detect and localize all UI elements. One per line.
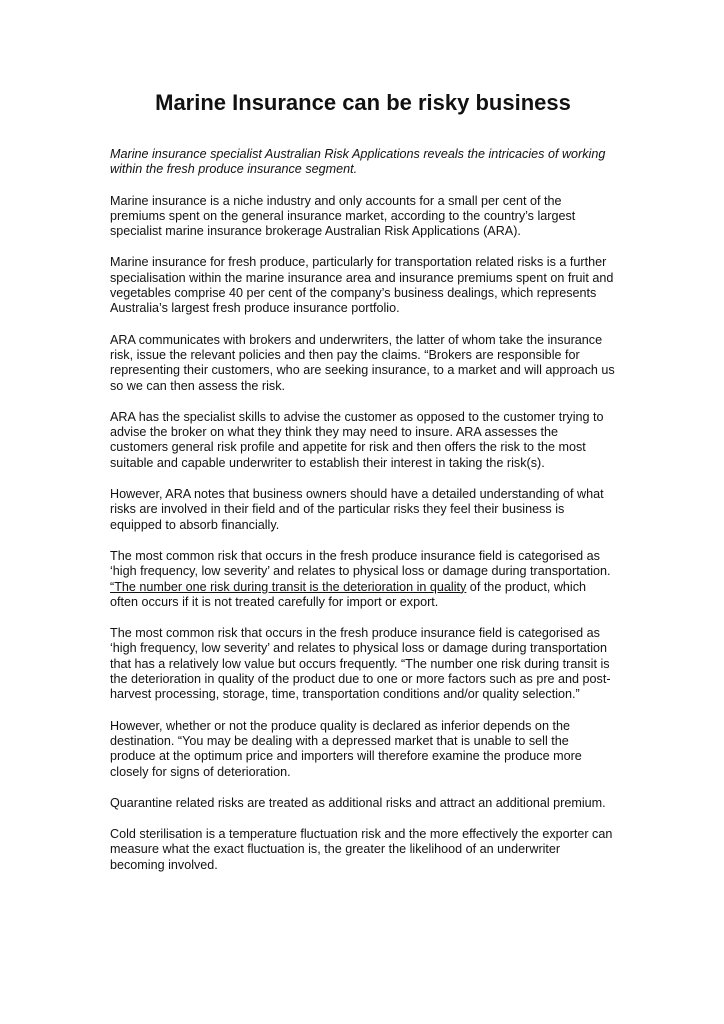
body-paragraph: ARA communicates with brokers and underwriters, the latter of whom take the insurance risk, issue the relevant policies and then pay the claims. “Brokers are responsible for representing their customers, who are seeking insurance, to a market and will approach us so we can then assess the risk.	[110, 332, 615, 393]
underlined-quote: “The number one risk during transit is the deterioration in quality	[110, 579, 467, 594]
lead-paragraph: Marine insurance specialist Australian Risk Applications reveals the intricacies of working within the fresh produce insurance segment.	[110, 147, 606, 177]
body-paragraph: Quarantine related risks are treated as additional risks and attract an additional premium.	[110, 795, 606, 810]
paragraph-text: The most common risk that occurs in the fresh produce insurance field is categorised as ‘high frequency, low severity’ and relates to physical loss or damage during transportation.	[110, 548, 611, 579]
body-paragraph: Marine insurance is a niche industry and only accounts for a small per cent of the premiums spent on the general insurance market, according to the country’s largest specialist marine insurance brokerage Australian Risk Applications (ARA).	[110, 193, 576, 239]
document-page	[110, 90, 616, 873]
document-title: Marine Insurance can be risky business	[155, 90, 571, 115]
body-paragraph: Marine insurance for fresh produce, particularly for transportation related risks is a further specialisation within the marine insurance area and insurance premiums spent on fruit and vegetables comprise 40 per cent of the company’s business dealings, which represents Australia’s largest fresh produce insurance portfolio.	[110, 255, 614, 316]
body-paragraph-with-underline	[110, 549, 616, 610]
body-paragraph: Cold sterilisation is a temperature fluctuation risk and the more effectively the exporter can measure what the exact fluctuation is, the greater the likelihood of an underwriter becoming involved.	[110, 827, 613, 872]
body-paragraph: ARA has the specialist skills to advise the customer as opposed to the customer trying to advise the broker on what they think they may need to insure. ARA assesses the customers general risk profile and appetite for risk and then offers the risk to the most suitable and capable underwriter to establish their interest in taking the risk(s).	[110, 409, 604, 470]
paragraph-text: of the product, which often occurs if it is not treated carefully for import or export.	[110, 579, 587, 609]
body-paragraph: However, whether or not the produce quality is declared as inferior depends on the destination. “You may be dealing with a depressed market that is unable to sell the produce at the optimum price and importers will therefore examine the produce more closely for signs of deterioration.	[110, 718, 582, 779]
body-paragraph: The most common risk that occurs in the fresh produce insurance field is categorised as ‘high frequency, low severity’ and relates to physical loss or damage during transportation that has a relatively low value but occurs frequently. “The number one risk during transit is the deterioration in quality of the product due to one or more factors such as pre and post-harvest processing, storage, time, transportation conditions and/or quality selection.”	[110, 626, 611, 702]
body-paragraph: However, ARA notes that business owners should have a detailed understanding of what risks are involved in their field and of the particular risks they feel their business is equipped to absorb financially.	[110, 487, 604, 532]
